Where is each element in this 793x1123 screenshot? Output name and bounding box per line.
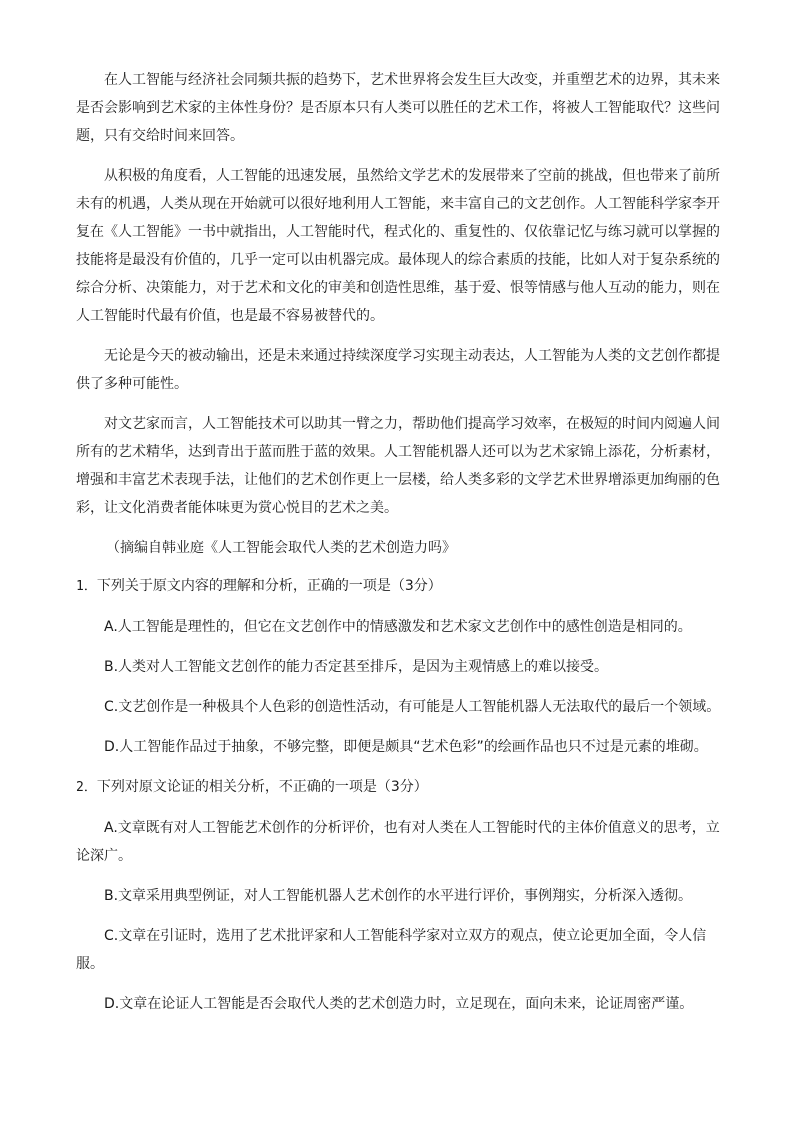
question-2-option-b: B.文章采用典型例证，对人工智能机器人艺术创作的水平进行评价，事例翔实，分析深入透彻。 [104,888,693,904]
question-1-option-d: D.人工智能作品过于抽象，不够完整，即便是颇具“艺术色彩”的绘画作品也只不过是元素的堆砌。 [104,739,708,755]
passage-paragraph-2: 从积极的角度看，人工智能的迅速发展，虽然给文学艺术的发展带来了空前的挑战，但也带来了前所未有的机遇，人类从现在开始就可以很好地利用人工智能，来丰富自己的文艺创作。人工智能科学家李开复在《人工智能》一书中就指出，人工智能时代，程式化的、重复性的、仅依靠记忆与练习就可以掌握的技能将是最没有价值的，几乎一定可以由机器完成。最体现人的综合素质的技能，比如人对于复杂系统的综合分析、决策能力，对于艺术和文化的审美和创造性思维，基于爱、恨等情感与他人互动的能力，则在人工智能时代最有价值，也是最不容易被替代的。 [76,168,720,324]
question-1-number: 1． [76,579,97,594]
question-1-option-b: B.人类对人工智能文艺创作的能力否定甚至排斥，是因为主观情感上的难以接受。 [104,659,609,675]
passage-paragraph-1: 在人工智能与经济社会同频共振的趋势下，艺术世界将会发生巨大改变，并重塑艺术的边界，其未来是否会影响到艺术家的主体性身份？是否原本只有人类可以胜任的艺术工作，将被人工智能取代？这些问题，只有交给时间来回答。 [76,72,720,144]
question-1-option-a: A.人工智能是理性的，但它在文艺创作中的情感激发和艺术家文艺创作中的感性创造是相同的。 [104,619,692,635]
passage-paragraph-3: 无论是今天的被动输出，还是未来通过持续深度学习实现主动表达，人工智能为人类的文艺创作都提供了多种可能性。 [76,348,720,392]
question-2-option-c: C.文章在引证时，选用了艺术批评家和人工智能科学家对立双方的观点，使立论更加全面，令人信服。 [76,928,707,972]
question-2-option-a: A.文章既有对人工智能艺术创作的分析评价，也有对人类在人工智能时代的主体价值意义的思考，立论深广。 [76,820,720,864]
question-2-number: 2． [76,780,97,795]
question-1-option-c: C.文艺创作是一种极具个人色彩的创造性活动，有可能是人工智能机器人无法取代的最后一个领域。 [104,699,721,715]
question-1-text: 下列关于原文内容的理解和分析，正确的一项是（3分） [96,578,442,594]
question-2-stem [76,773,723,802]
question-1-stem [76,572,723,601]
question-2-text: 下列对原文论证的相关分析，不正确的一项是（3分） [96,779,428,795]
question-2-option-d: D.文章在论证人工智能是否会取代人类的艺术创造力时，立足现在，面向未来，论证周密严谨。 [104,996,694,1012]
passage-paragraph-4: 对文艺家而言，人工智能技术可以助其一臂之力，帮助他们提高学习效率，在极短的时间内阅遍人间所有的艺术精华，达到青出于蓝而胜于蓝的效果。人工智能机器人还可以为艺术家锦上添花，分析素材，增强和丰富艺术表现手法，让他们的艺术创作更上一层楼，给人类多彩的文学艺术世界增添更加绚丽的色彩，让文化消费者能体味更为赏心悦目的艺术之美。 [76,416,720,516]
passage-source: （摘编自韩业庭《人工智能会取代人类的艺术创造力吗》 [106,540,456,556]
